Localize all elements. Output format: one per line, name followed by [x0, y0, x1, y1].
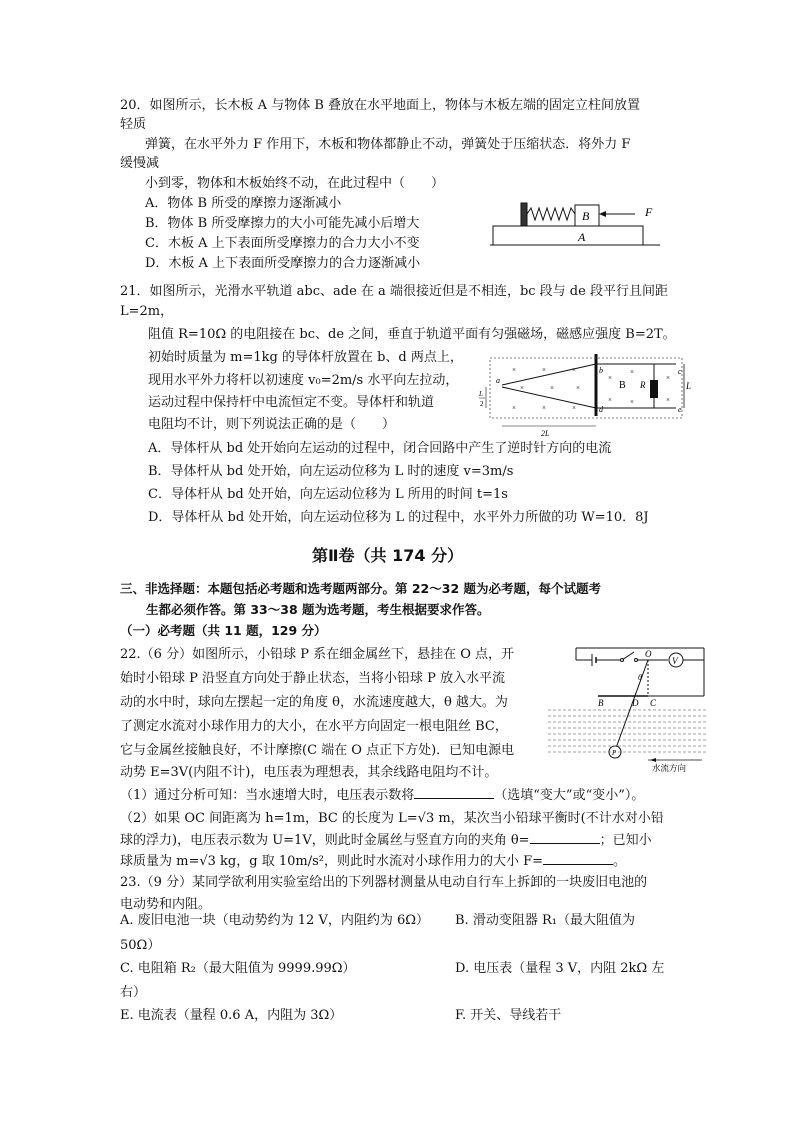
theta-label: θ — [638, 673, 642, 682]
q23-item-e: E. 电流表（量程 0.6 A，内阻为 3Ω） — [120, 1008, 343, 1023]
ball-p-label: P — [612, 749, 617, 757]
q22-part-2-text-c: 球质量为 m=√3 kg，g 取 10m/s²，则此时水流对小球作用力的大小 F= — [120, 854, 544, 869]
q21-fig-label-d: d — [599, 405, 603, 414]
q22-line-6: 动势 E=3V(内阻不计)，电压表为理想表，其余线路电阻均不计。 — [120, 765, 498, 780]
q23-item-a: A. 废旧电池一块（电动势约为 12 V，内阻约为 6Ω） — [120, 913, 430, 928]
field-mark: × — [608, 396, 612, 404]
q21-fig-label-b: b — [599, 366, 603, 375]
q21-line-5: 现用水平外力将杆以初速度 v₀=2m/s 水平向左拉动， — [148, 373, 459, 388]
q21-fig-label-r: R — [640, 380, 646, 390]
q21-option-a: A．导体杆从 bd 处开始向左运动的过程中，闭合回路中产生了逆时针方向的电流 — [148, 441, 612, 456]
answer-blank[interactable] — [543, 852, 613, 865]
q21-line-3: 阻值 R=10Ω 的电阻接在 bc、de 之间，垂直于轨道平面有匀强磁场，磁感应强度 B=2T。 — [148, 327, 676, 342]
section-3-line-1: 三、非选择题：本题包括必考题和选考题两部分。第 22～32 题为必考题，每个试题考 — [120, 581, 601, 596]
q23-item-f: F. 开关、导线若干 — [455, 1008, 562, 1023]
q20-fig-label-b: B — [582, 209, 590, 223]
q22-line-3: 动的水中时，球向左摆起一定的角度 θ，水流速度越大，θ 越大。为 — [120, 695, 508, 710]
q21-option-c: C．导体杆从 bd 处开始，向左运动位移为 L 所用的时间 t=1s — [148, 487, 508, 502]
q22-part-2-line-2 — [120, 831, 652, 850]
q21-line-1: 21．如图所示，光滑水平轨道 abc、ade 在 a 端很接近但是不相连，bc 段与 de 段平行且间距 — [120, 284, 668, 299]
field-mark: × — [542, 404, 546, 412]
section-3-line-2: 生都必须作答。第 33～38 题为选考题，考生根据要求作答。 — [146, 602, 490, 617]
q21-line-2: L=2m， — [120, 304, 174, 319]
q20-fig-label-a: A — [578, 230, 586, 244]
q20-figure — [485, 195, 665, 255]
q21-fig-label-l: L — [686, 381, 692, 391]
point-o-label: O — [645, 649, 652, 659]
field-mark: × — [608, 374, 612, 382]
field-mark: × — [542, 366, 546, 374]
q21-fig-label-l-half: L — [479, 390, 483, 398]
q20-line-3: 弹簧，在水平外力 F 作用下，木板和物体都静止不动，弹簧处于压缩状态．将外力 F — [145, 137, 631, 152]
q21-option-d: D．导体杆从 bd 处开始，向左运动位移为 L 的过程中，水平外力所做的功 W=10．8J — [148, 510, 649, 525]
q21-fig-label-a: a — [496, 376, 500, 385]
q23-item-b: B. 滑动变阻器 R₁（最大阻值为 — [455, 913, 635, 928]
field-mark: × — [576, 384, 580, 392]
q20-option-a: A．物体 B 所受的摩擦力逐渐减小 — [145, 196, 342, 211]
q22-part-2-line-3 — [120, 852, 626, 871]
field-mark: × — [572, 366, 576, 374]
q20-line-4: 缓慢减 — [120, 156, 160, 171]
q20-fig-label-f: F — [645, 205, 653, 219]
field-mark: × — [630, 368, 634, 376]
q20-option-c: C．木板 A 上下表面所受摩擦力的合力大小不变 — [145, 236, 420, 251]
field-mark: × — [572, 404, 576, 412]
q22-part-1-text: （1）通过分析可知：当水速增大时，电压表示数将 — [120, 788, 415, 803]
field-mark: × — [666, 396, 670, 404]
q21-fig-label-two: 2 — [480, 400, 484, 408]
q22-part-1 — [120, 786, 644, 805]
q20-option-d: D．木板 A 上下表面所受摩擦力的合力逐渐减小 — [145, 256, 421, 271]
q21-fig-label-field-b: B — [619, 380, 626, 391]
voltmeter-label: V — [672, 656, 678, 666]
q22-part-2-line-1: （2）如果 OC 间距离为 h=1m，BC 的长度为 L=√3 m，某次当小铅球平衡时(不计水对小铅 — [120, 811, 664, 826]
q22-line-1: 22.（6 分）如图所示，小铅球 P 系在细金属丝下，悬挂在 O 点，开 — [120, 647, 515, 662]
q22-figure — [540, 640, 712, 775]
point-b-label: B — [598, 698, 604, 708]
q23-item-b-cont: 50Ω） — [120, 938, 161, 953]
q22-line-5: 它与金属丝接触良好，不计摩擦(C 端在 O 点正下方处)．已知电源电 — [120, 743, 515, 758]
q23-line-1: 23.（9 分）某同学欲利用实验室给出的下列器材测量从电动自行车上拆卸的一块废旧电池的 — [120, 875, 648, 890]
answer-blank[interactable] — [414, 786, 494, 799]
q21-fig-label-e: e — [678, 405, 682, 414]
q23-item-d: D. 电压表（量程 3 V，内阻 2kΩ 左 — [455, 961, 665, 976]
q20-line-2: 轻质 — [120, 117, 147, 132]
q22-part-1-choice: （选填“变大”或“变小”）。 — [494, 788, 645, 803]
answer-blank[interactable] — [530, 831, 600, 844]
section-3-subtitle: （一）必考题（共 11 题，129 分） — [120, 623, 327, 638]
q22-part-2-text-b: ；已知小 — [599, 833, 652, 848]
q20-line-1: 20．如图所示，长木板 A 与物体 B 叠放在水平地面上，物体与木板左端的固定立柱间放置 — [120, 98, 641, 113]
flow-direction-label: 水流方向 — [652, 763, 687, 773]
q23-item-c: C. 电阻箱 R₂（最大阻值为 9999.99Ω） — [120, 961, 356, 976]
q21-line-4: 初始时质量为 m=1kg 的导体杆放置在 b、d 两点上， — [148, 350, 463, 365]
q22-line-4: 了测定水流对小球作用力的大小，在水平方向固定一根电阻丝 BC， — [120, 719, 508, 734]
q22-part-2-text: 球的浮力)，电压表示数为 U=1V，则此时金属丝与竖直方向的夹角 θ= — [120, 833, 530, 848]
q22-line-2: 始时小铅球 P 沿竖直方向处于静止状态，当将小铅球 P 放入水平流 — [120, 671, 506, 686]
q21-figure — [476, 350, 694, 438]
q20-option-b: B．物体 B 所受摩擦力的大小可能先减小后增大 — [145, 216, 420, 231]
q21-fig-label-c: c — [678, 367, 682, 376]
point-d-label: D — [632, 698, 639, 708]
field-mark: × — [666, 374, 670, 382]
field-mark: × — [630, 398, 634, 406]
q21-line-7: 电阻均不计，则下列说法正确的是（ ） — [148, 417, 396, 432]
q23-item-d-cont: 右） — [120, 985, 147, 1000]
q23-line-2: 电动势和内阻。 — [120, 897, 212, 912]
field-mark: × — [520, 384, 524, 392]
point-c-label: C — [650, 698, 657, 708]
field-mark: × — [550, 384, 554, 392]
q21-fig-label-2l: 2L — [541, 429, 550, 438]
field-mark: × — [512, 404, 516, 412]
q21-option-b: B．导体杆从 bd 处开始，向左运动位移为 L 时的速度 v=3m/s — [148, 464, 514, 479]
q20-line-5: 小到零，物体和木板始终不动，在此过程中（ ） — [145, 176, 445, 191]
q21-line-6: 运动过程中保持杆中电流恒定不变。导体杆和轨道 — [148, 395, 435, 410]
field-mark: × — [512, 366, 516, 374]
part-2-title: 第Ⅱ卷（共 174 分） — [312, 546, 464, 565]
q22-part-2-end: 。 — [613, 854, 627, 869]
